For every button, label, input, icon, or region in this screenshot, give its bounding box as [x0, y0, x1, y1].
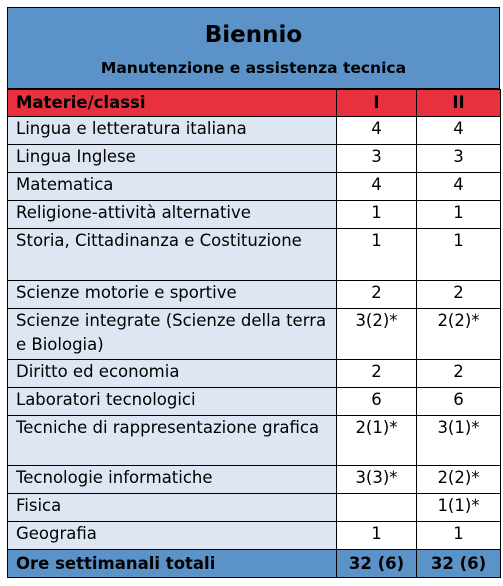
hours-year-2-cell: 4 — [417, 173, 501, 201]
subject-cell: Scienze integrate (Scienze della terra e Biologia) — [8, 309, 337, 360]
table-row — [8, 388, 501, 416]
totals-label: Ore settimanali totali — [8, 550, 337, 578]
hours-year-2-cell: 4 — [417, 117, 501, 145]
subject-cell: Tecniche di rappresentazione grafica — [8, 416, 337, 466]
table-row — [8, 494, 501, 522]
table-row — [8, 173, 501, 201]
hours-year-1-cell: 2 — [337, 360, 417, 388]
hours-year-2-cell: 2(2)* — [417, 309, 501, 360]
subject-cell: Laboratori tecnologici — [8, 388, 337, 416]
column-header-year-1: I — [337, 90, 417, 117]
hours-year-2-cell: 3(1)* — [417, 416, 501, 466]
hours-year-1-cell: 1 — [337, 229, 417, 281]
hours-year-1-cell: 3 — [337, 145, 417, 173]
column-header-year-2: II — [417, 90, 501, 117]
subject-cell: Lingua e letteratura italiana — [8, 117, 337, 145]
subject-cell: Geografia — [8, 522, 337, 550]
subject-cell: Lingua Inglese — [8, 145, 337, 173]
subject-cell: Storia, Cittadinanza e Costituzione — [8, 229, 337, 281]
hours-year-2-cell: 2 — [417, 281, 501, 309]
subject-cell: Diritto ed economia — [8, 360, 337, 388]
totals-year-2: 32 (6) — [417, 550, 501, 578]
hours-year-1-cell: 6 — [337, 388, 417, 416]
hours-year-2-cell: 3 — [417, 145, 501, 173]
hours-year-2-cell: 2 — [417, 360, 501, 388]
table-subtitle: Manutenzione e assistenza tecnica — [100, 59, 407, 77]
table-row — [8, 309, 501, 360]
table-title: Biennio — [204, 22, 303, 48]
column-header-row — [8, 90, 501, 117]
table-header — [7, 7, 500, 89]
hours-year-1-cell: 4 — [337, 117, 417, 145]
subject-cell: Scienze motorie e sportive — [8, 281, 337, 309]
hours-year-2-cell: 1 — [417, 522, 501, 550]
table-row — [8, 117, 501, 145]
subject-cell: Fisica — [8, 494, 337, 522]
hours-year-1-cell: 2 — [337, 281, 417, 309]
hours-year-2-cell: 2(2)* — [417, 466, 501, 494]
hours-year-1-cell: 2(1)* — [337, 416, 417, 466]
hours-year-2-cell: 1 — [417, 201, 501, 229]
table-row — [8, 281, 501, 309]
table-row — [8, 416, 501, 466]
column-header-subject: Materie/classi — [8, 90, 337, 117]
subject-cell: Tecnologie informatiche — [8, 466, 337, 494]
hours-year-1-cell: 3(3)* — [337, 466, 417, 494]
hours-year-2-cell: 1(1)* — [417, 494, 501, 522]
curriculum-table-card — [7, 7, 500, 578]
table-row — [8, 360, 501, 388]
table-row — [8, 522, 501, 550]
hours-year-1-cell: 1 — [337, 201, 417, 229]
subjects-table — [7, 89, 501, 578]
totals-row — [8, 550, 501, 578]
table-row — [8, 229, 501, 281]
hours-year-2-cell: 6 — [417, 388, 501, 416]
subject-cell: Religione-attività alternative — [8, 201, 337, 229]
table-row — [8, 145, 501, 173]
hours-year-1-cell: 1 — [337, 522, 417, 550]
hours-year-1-cell: 4 — [337, 173, 417, 201]
totals-year-1: 32 (6) — [337, 550, 417, 578]
hours-year-2-cell: 1 — [417, 229, 501, 281]
hours-year-1-cell: 3(2)* — [337, 309, 417, 360]
subject-cell: Matematica — [8, 173, 337, 201]
hours-year-1-cell — [337, 494, 417, 522]
table-row — [8, 466, 501, 494]
table-row — [8, 201, 501, 229]
